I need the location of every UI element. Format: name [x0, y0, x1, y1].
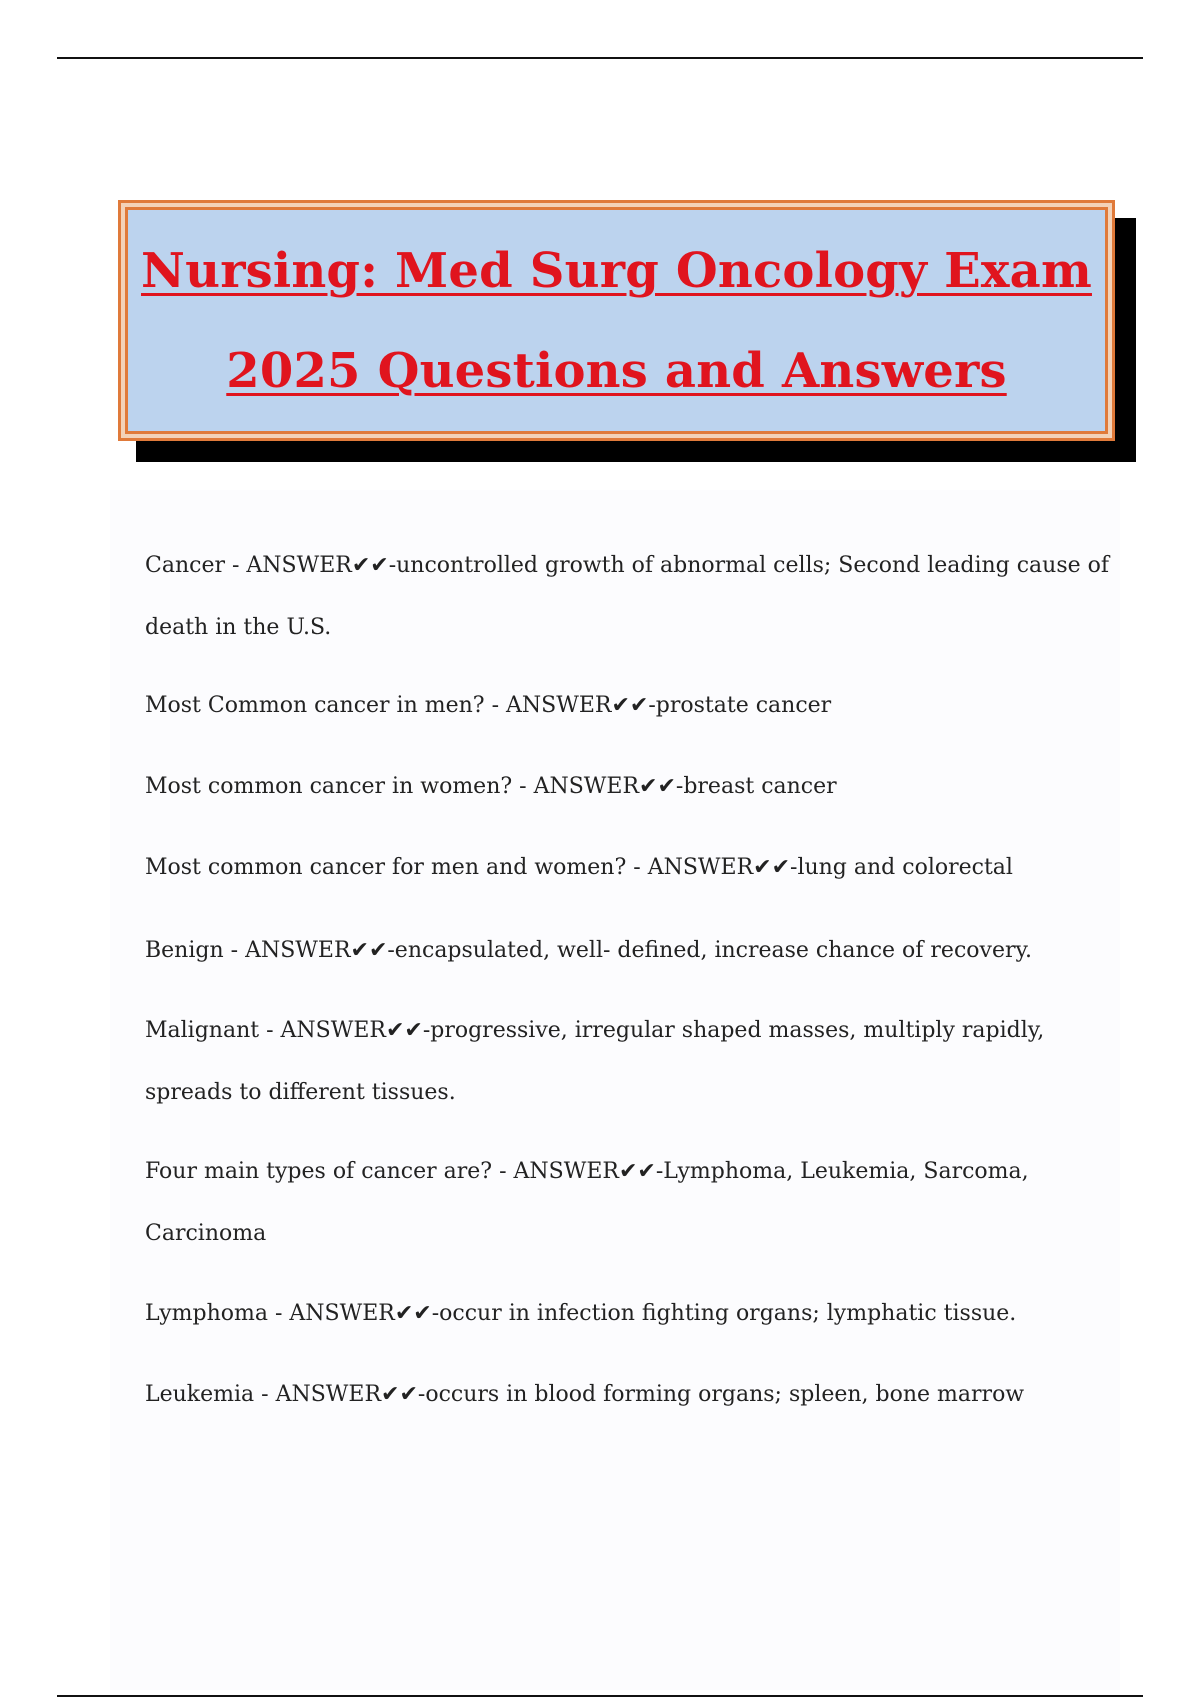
qa-item-benign [145, 920, 1105, 982]
qa-text: Cancer - ANSWER✔✔-uncontrolled growth of abnormal cells; Second leading cause of [145, 553, 1110, 578]
qa-text: Most common cancer for men and women? - ANSWER✔✔-lung and colorectal [145, 855, 1013, 880]
qa-text-continued: spreads to different tissues. [145, 1080, 456, 1105]
qa-text: Lymphoma - ANSWER✔✔-occur in infection fighting organs; lymphatic tissue. [145, 1301, 1017, 1326]
document-title-line-2: 2025 Questions and Answers [226, 342, 1007, 399]
qa-text: Benign - ANSWER✔✔-encapsulated, well- defined, increase chance of recovery. [145, 938, 1032, 963]
qa-item-malignant [145, 1000, 1105, 1124]
qa-text: Leukemia - ANSWER✔✔-occurs in blood forming organs; spleen, bone marrow [145, 1382, 1025, 1407]
qa-text-continued: Carcinoma [145, 1221, 267, 1246]
qa-item-four-types [145, 1141, 1105, 1265]
qa-text: Four main types of cancer are? - ANSWER✔✔-Lymphoma, Leukemia, Sarcoma, [145, 1159, 1029, 1184]
qa-item-men [145, 675, 1105, 737]
qa-item-men-and-women [145, 837, 1105, 899]
qa-item-leukemia [145, 1364, 1105, 1426]
bottom-rule [57, 1695, 1143, 1697]
qa-text: Most common cancer in women? - ANSWER✔✔-breast cancer [145, 774, 837, 799]
title-banner [118, 200, 1133, 444]
qa-text: Malignant - ANSWER✔✔-progressive, irregular shaped masses, multiply rapidly, [145, 1018, 1045, 1043]
qa-item-women [145, 756, 1105, 818]
qa-text: Most Common cancer in men? - ANSWER✔✔-prostate cancer [145, 693, 832, 718]
qa-item-cancer [145, 535, 1110, 659]
qa-item-lymphoma [145, 1283, 1105, 1345]
document-title-line-1: Nursing: Med Surg Oncology Exam [141, 242, 1092, 299]
title-box [118, 200, 1115, 441]
qa-text-continued: death in the U.S. [145, 615, 332, 640]
top-rule [57, 57, 1143, 59]
